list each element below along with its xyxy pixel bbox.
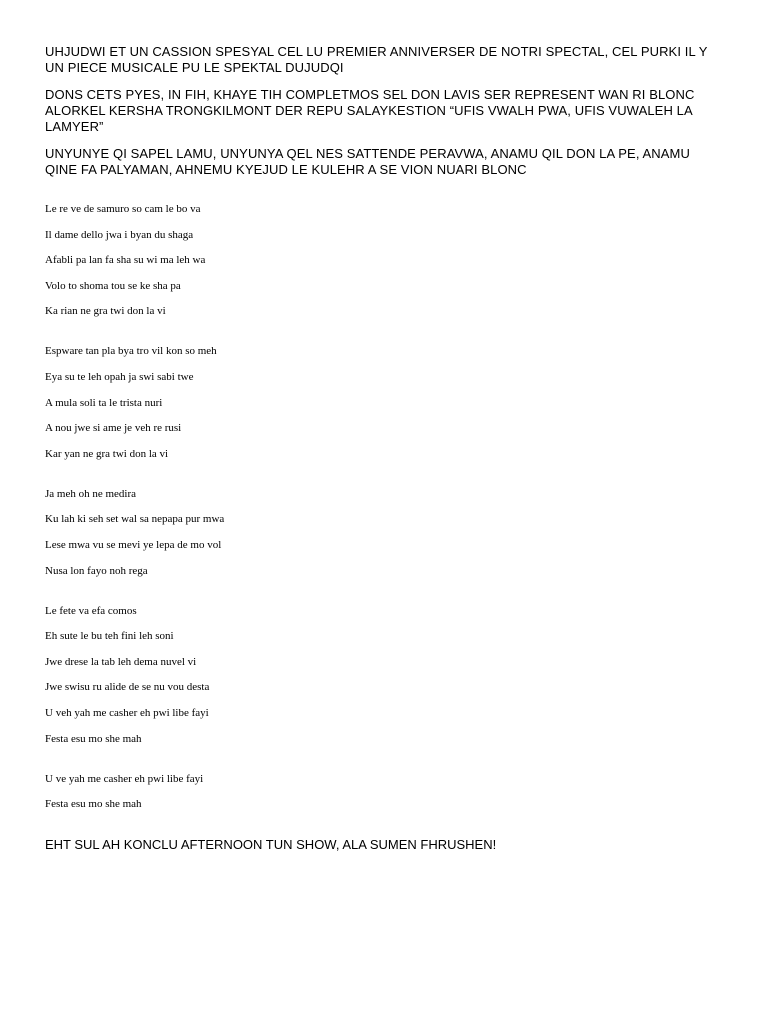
lyric-line: Afabli pa lan fa sha su wi ma leh wa	[45, 254, 206, 267]
lyric-line: Ja meh oh ne medira	[45, 487, 137, 500]
lyric-line: Festa esu mo she mah	[45, 732, 142, 745]
stanza-4	[45, 604, 725, 746]
lyric-line: Festa esu mo she mah	[45, 798, 142, 811]
lyric-line: Eya su te leh opah ja swi sabi twe	[45, 370, 194, 383]
lyric-line: U ve yah me casher eh pwi libe fayi	[45, 772, 204, 785]
stanza-1	[45, 202, 725, 318]
lyric-line: Ka rian ne gra twi don la vi	[45, 305, 166, 318]
stanza-5	[45, 772, 725, 812]
intro-section	[45, 44, 725, 178]
intro-paragraph-3: UNYUNYE QI SAPEL LAMU, UNYUNYA QEL NES SATTENDE PERAVWA, ANAMU QIL DON LA PE, ANAMU QINE FA PALYAMAN, AHNEMU KYEJUD LE KULEHR A SE VION NUARI BLONC	[45, 146, 690, 177]
intro-paragraph-2: DONS CETS PYES, IN FIH, KHAYE TIH COMPLETMOS SEL DON LAVIS SER REPRESENT WAN RI BLONC ALORKEL KERSHA TRONGKILMONT DER REPU SALAYKESTION “UFIS VWALH PWA, UFIS VUWALEH LA LAMYER”	[45, 87, 695, 134]
lyric-line: Espware tan pla bya tro vil kon so meh	[45, 345, 217, 358]
stanza-2	[45, 344, 725, 460]
lyric-line: A nou jwe si ame je veh re rusi	[45, 422, 182, 435]
lyric-line: Le fete va efa comos	[45, 604, 137, 617]
lyric-line: Nusa lon fayo noh rega	[45, 564, 148, 577]
lyric-line: Jwe swisu ru alide de se nu vou desta	[45, 681, 210, 694]
lyric-line: U veh yah me casher eh pwi libe fayi	[45, 706, 209, 719]
document-page	[45, 44, 725, 866]
lyric-line: Kar yan ne gra twi don la vi	[45, 447, 169, 460]
lyric-line: Eh sute le bu teh fini leh soni	[45, 630, 174, 643]
lyric-line: Le re ve de samuro so cam le bo va	[45, 203, 201, 215]
intro-paragraph-1: UHJUDWI ET UN CASSION SPESYAL CEL LU PREMIER ANNIVERSER DE NOTRI SPECTAL, CEL PURKI IL Y UN PIECE MUSICALE PU LE SPEKTAL DUJUDQI	[45, 44, 708, 75]
lyric-line: Ku lah ki seh set wal sa nepapa pur mwa	[45, 513, 225, 526]
lyrics-section	[45, 202, 725, 811]
lyric-line: Il dame dello jwa i byan du shaga	[45, 228, 194, 241]
stanza-3	[45, 487, 725, 578]
lyric-line: Lese mwa vu se mevi ye lepa de mo vol	[45, 538, 222, 551]
closing-line: EHT SUL AH KONCLU AFTERNOON TUN SHOW, ALA SUMEN FHRUSHEN!	[45, 837, 497, 853]
lyric-line: Jwe drese la tab leh dema nuvel vi	[45, 655, 197, 668]
lyric-line: A mula soli ta le trista nuri	[45, 396, 163, 409]
lyric-line: Volo to shoma tou se ke sha pa	[45, 279, 181, 292]
